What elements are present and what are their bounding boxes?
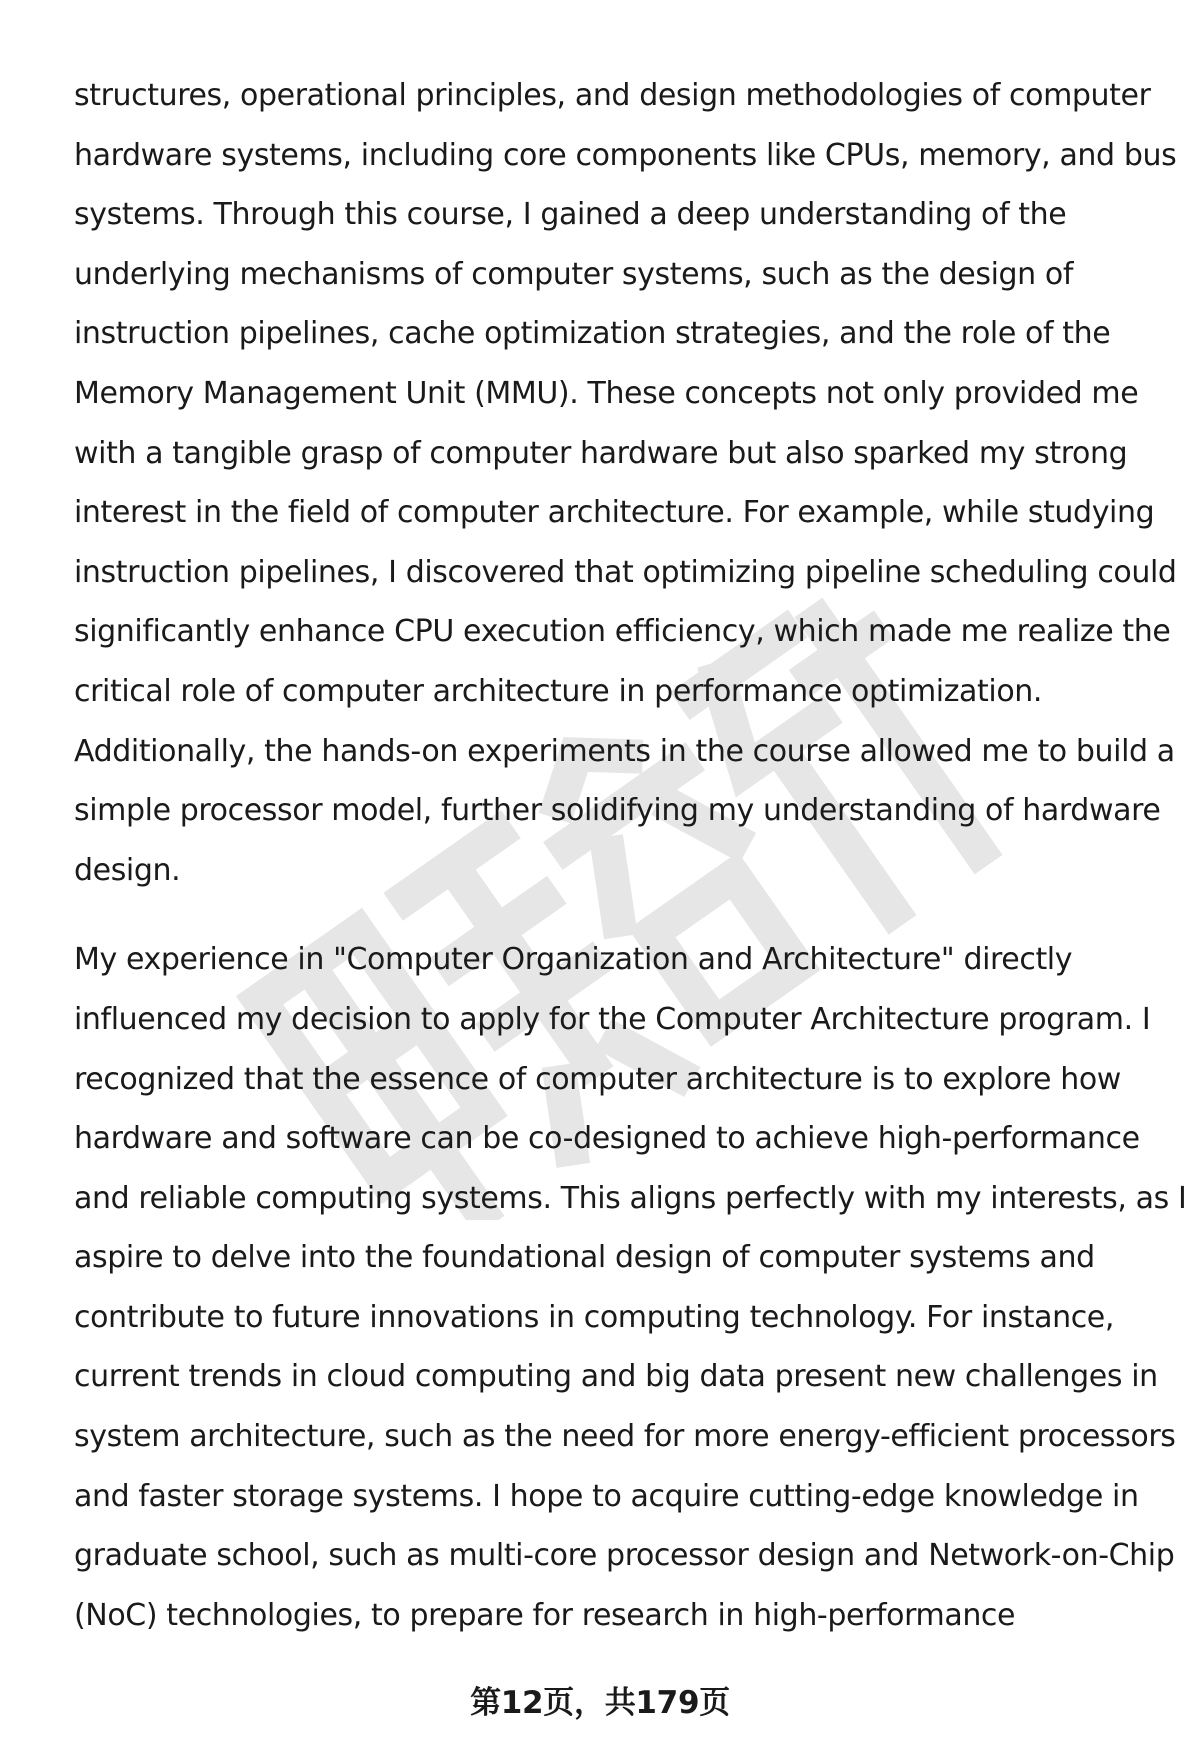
text-line: contribute to future innovations in computing technology. For instance, <box>74 1299 1114 1335</box>
text-line: hardware and software can be co-designed to achieve high-performance <box>74 1121 1140 1157</box>
text-line: Additionally, the hands-on experiments in the course allowed me to build a <box>74 733 1175 769</box>
text-line: Memory Management Unit (MMU). These concepts not only provided me <box>74 375 1139 411</box>
text-line: My experience in "Computer Organization and Architecture" directly <box>74 942 1073 978</box>
text-line: significantly enhance CPU execution efficiency, which made me realize the <box>74 614 1171 650</box>
text-line: underlying mechanisms of computer systems, such as the design of <box>74 256 1074 292</box>
text-line: and reliable computing systems. This aligns perfectly with my interests, as I <box>74 1180 1187 1216</box>
text-line: influenced my decision to apply for the Computer Architecture program. I <box>74 1001 1151 1037</box>
text-line: structures, operational principles, and design methodologies of computer <box>74 78 1151 113</box>
page-number-footer: 第12页，共179页 <box>470 1685 730 1721</box>
text-line: recognized that the essence of computer architecture is to explore how <box>74 1061 1121 1097</box>
text-line: hardware systems, including core components like CPUs, memory, and bus <box>74 137 1177 173</box>
paragraph <box>74 66 1177 900</box>
text-line: instruction pipelines, cache optimization strategies, and the role of the <box>74 316 1111 352</box>
text-line: graduate school, such as multi-core processor design and Network-on-Chip <box>74 1538 1175 1574</box>
text-line: critical role of computer architecture in performance optimization. <box>74 673 1043 709</box>
text-line: interest in the field of computer architecture. For example, while studying <box>74 495 1155 531</box>
text-line: (NoC) technologies, to prepare for research in high-performance <box>74 1597 1016 1633</box>
text-line: and faster storage systems. I hope to acquire cutting-edge knowledge in <box>74 1478 1139 1514</box>
text-line: instruction pipelines, I discovered that optimizing pipeline scheduling could <box>74 554 1177 590</box>
text-line: systems. Through this course, I gained a deep understanding of the <box>74 197 1067 233</box>
text-line: with a tangible grasp of computer hardware but also sparked my strong <box>74 435 1128 471</box>
text-line: aspire to delve into the foundational design of computer systems and <box>74 1240 1095 1276</box>
text-line: system architecture, such as the need for more energy-efficient processors <box>74 1419 1176 1455</box>
text-line: simple processor model, further solidifying my understanding of hardware <box>74 793 1161 829</box>
paragraph <box>74 930 1187 1645</box>
text-line: design. <box>74 852 181 888</box>
body-text <box>74 66 1187 1645</box>
text-line: current trends in cloud computing and big data present new challenges in <box>74 1359 1158 1395</box>
